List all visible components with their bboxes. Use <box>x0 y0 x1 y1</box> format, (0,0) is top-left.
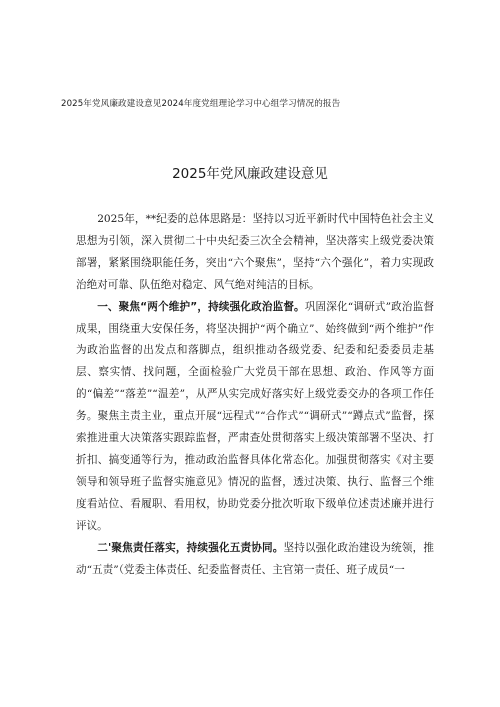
section-1-text: 巩固深化“调研式”政治监督成果，围绕重大安保任务，将坚决拥护“两个确立”、始终做到“两个维护”作为政治监督的出发点和落脚点，组织推动各级党委、纪委和纪委委员走基层、察实情、找问题，全面检验广大党员干部在思想、政治、作风等方面的“偏差”“落差”“温差”，从严从实完成好落实好上级党委交办的各项工作任务。聚焦主责主业，重点开展“远程式”“合作式”“调研式”“蹲点式”监督，探索推进重大决策落实跟踪监督，严肃查处贯彻落实上级决策部署不坚决、打折扣、搞变通等行为，推动政治监督具体化常态化。加强贯彻落实《对主要领导和领导班子监督实施意见》情况的监督，透过决策、执行、监督三个维度看站位、看履职、看用权，协助党委分批次听取下级单位述责述廉并进行评议。 <box>76 300 434 532</box>
document-body <box>76 209 434 581</box>
section-2-text: 坚持以强化政治建设为统领，推动“五责”（党委主体责任、纪委监督责任、主官第一责任、班子成员“一 <box>76 541 435 576</box>
section-2-heading: 二'聚焦责任落实，持续强化五责协同。 <box>97 541 284 554</box>
paragraph-intro <box>76 209 434 297</box>
section-1-heading: 一、聚焦“两个维护”，持续强化政治监督。 <box>97 300 305 313</box>
document-header: 2025年党风廉政建设意见2024年度党组理论学习中心组学习情况的报告 <box>61 99 341 109</box>
paragraph-intro-text: 2025年，**纪委的总体思路是：坚持以习近平新时代中国特色社会主义思想为引领，深入贯彻二十中央纪委三次全会精神，坚决落实上级党委决策部署，紧紧围绕职能任务，突出“六个聚焦”，坚持“六个强化”，着力实现政治绝对可靠、队伍绝对稳定、风气绝对纯洁的目标。 <box>76 213 434 291</box>
paragraph-section-2 <box>76 538 434 582</box>
paragraph-section-1 <box>76 297 434 538</box>
document-title: 2025年党风廉政建设意见 <box>172 166 328 182</box>
